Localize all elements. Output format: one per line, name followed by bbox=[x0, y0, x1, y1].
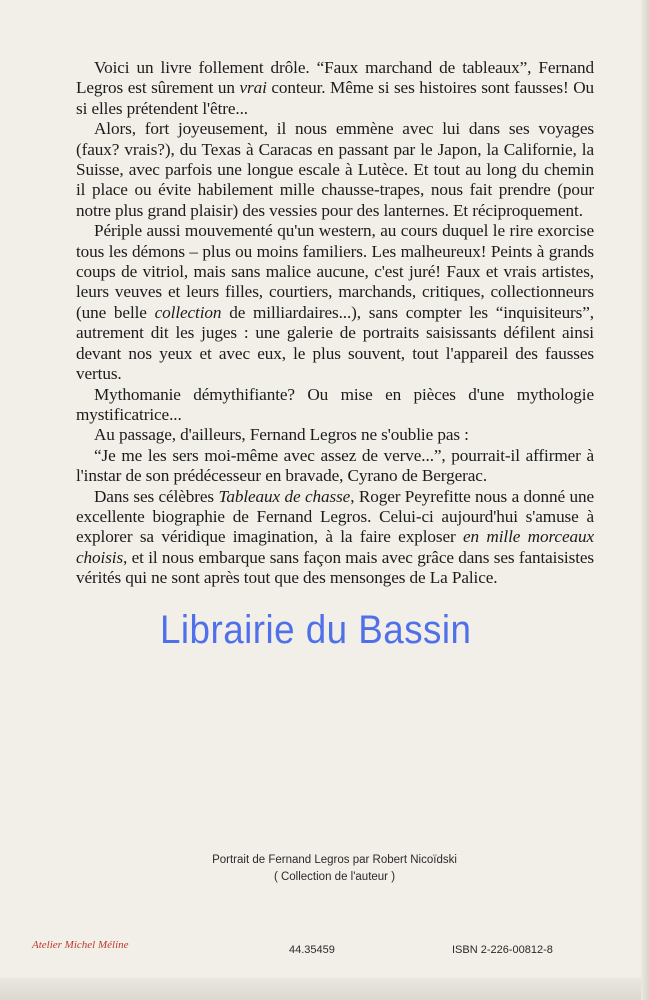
text-run: de milliardaires...), sans compter les “inquisiteurs”, autrement dit les juges : une galerie de portraits saisissants défilent ainsi devant nos yeux et avec eux, le plus souvent, tout l'appareil des fausses vertus. bbox=[76, 302, 594, 384]
italic-phrase: vrai bbox=[239, 78, 267, 98]
caption-line-collection: ( Collection de l'auteur ) bbox=[273, 871, 396, 883]
blurb-paragraph bbox=[76, 58, 594, 119]
text-run: Voici un livre follement drôle. “Faux marchand de tableaux”, Fernand Legros est sûrement un bbox=[76, 58, 594, 98]
publisher-name: Atelier Michel Méline bbox=[32, 939, 129, 951]
catalog-code: 44.35459 bbox=[289, 944, 335, 956]
italic-phrase: collection bbox=[154, 302, 222, 322]
text-run: Dans ses célèbres bbox=[94, 486, 219, 506]
text-run: Périple aussi mouvementé qu'un western, au cours duquel le rire exorcise tous les démons – plus ou moins familiers. Les malheureux! Peints à grands coups de vitriol, mais sans malice aucune, c'est juré! Faux et vrais artistes, leurs veuves et leurs filles, courtiers, marchands, critiques, collectionneurs (une belle bbox=[76, 221, 594, 322]
text-run: Mythomanie démythifiante? Ou mise en pièces d'une mythologie mystificatrice... bbox=[76, 384, 594, 424]
text-run: conteur. Même si ses histoires sont fausses! Ou si elles prétendent l'être... bbox=[76, 78, 594, 118]
blurb-paragraph bbox=[76, 119, 594, 221]
blurb-paragraph bbox=[76, 385, 594, 426]
blurb-paragraph bbox=[76, 425, 594, 445]
portrait-caption bbox=[0, 852, 649, 886]
watermark-text: Librairie du Bassin bbox=[160, 608, 472, 652]
blurb-text bbox=[76, 58, 594, 589]
italic-phrase: Tableaux de chasse bbox=[218, 486, 351, 506]
page-edge-right bbox=[641, 0, 649, 1000]
page-edge-bottom bbox=[0, 978, 649, 1000]
italic-phrase: en mille morceaux choisis bbox=[76, 527, 594, 567]
text-run: Au passage, d'ailleurs, Fernand Legros ne s'oublie pas : bbox=[94, 425, 469, 445]
text-run: , et il nous embarque sans façon mais avec grâce dans ses fantaisistes vérités qui ne sont après tout que des mensonges de La Palice. bbox=[76, 547, 594, 588]
isbn-number: ISBN 2-226-00812-8 bbox=[452, 944, 553, 956]
blurb-paragraph bbox=[76, 221, 594, 384]
text-run: , Roger Peyrefitte nous a donné une excellente biographie de Fernand Legros. Celui-ci aujourd'hui s'amuse à explorer sa véridique imagination, à la faire exploser bbox=[76, 486, 595, 547]
text-run: Alors, fort joyeusement, il nous emmène avec lui dans ses voyages (faux? vrais?), du Texas à Caracas en passant par le Japon, la Californie, la Suisse, avec parfois une longue escale à Lutèce. Et tout au long du chemin il place ou évite habilement mille chausse-trapes, nous fait prendre (pour notre plus grand plaisir) des vessies pour des lanternes. Et réciproquement. bbox=[76, 119, 594, 220]
text-run: “Je me les sers moi-même avec assez de verve...”, pourrait-il affirmer à l'instar de son prédécesseur en bravade, Cyrano de Bergerac. bbox=[76, 445, 594, 486]
blurb-paragraph bbox=[76, 446, 594, 487]
caption-line-credit: Portrait de Fernand Legros par Robert Nicoïdski bbox=[212, 854, 457, 866]
blurb-paragraph bbox=[76, 487, 594, 589]
